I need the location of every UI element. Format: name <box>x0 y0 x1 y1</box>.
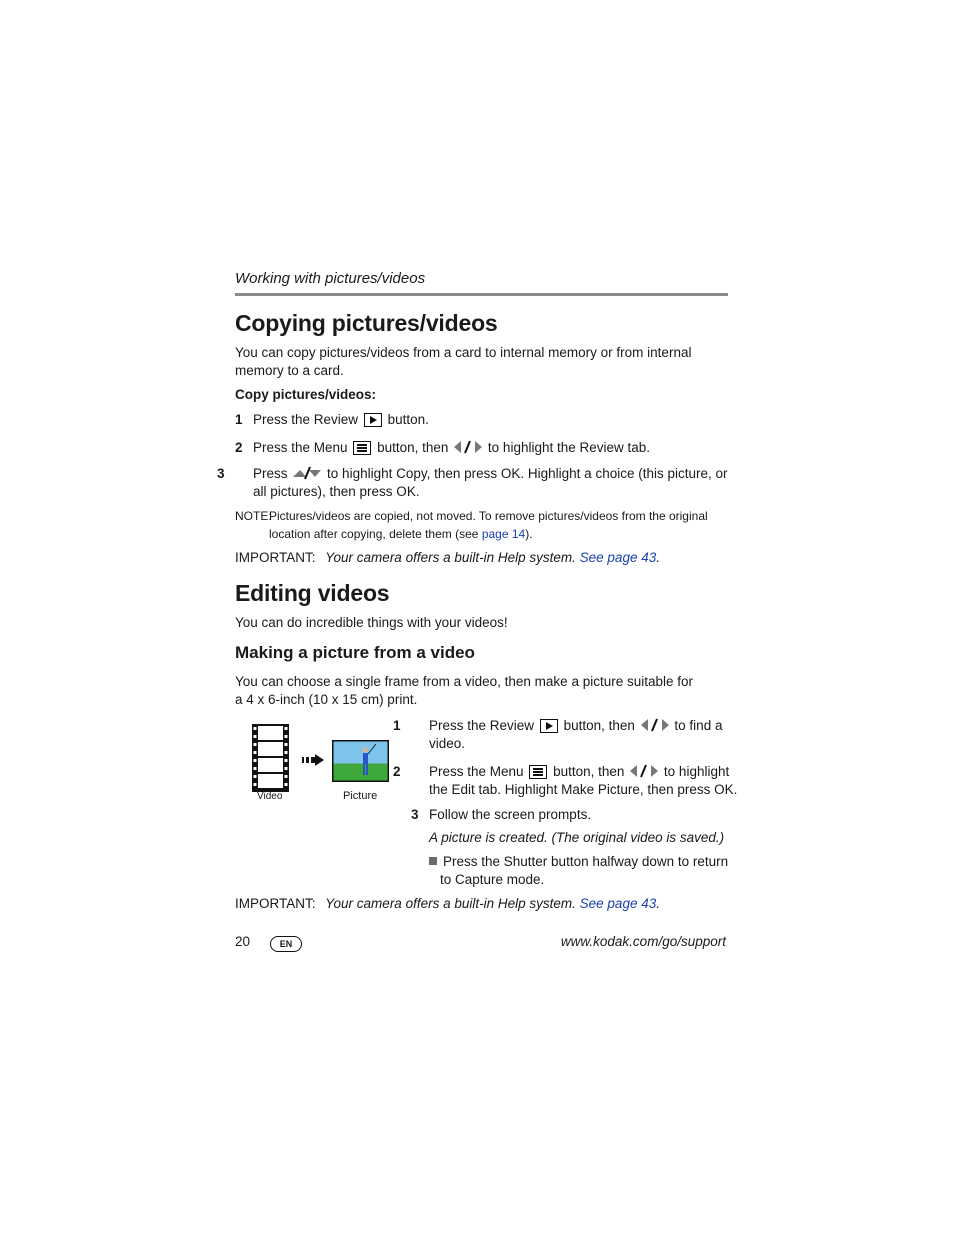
support-url[interactable]: www.kodak.com/go/support <box>560 934 726 949</box>
left-right-arrows-icon <box>630 764 658 778</box>
header-rule <box>235 293 728 296</box>
copy-step-2: 2 Press the Menu button, then to highlight the Review tab. <box>235 440 651 455</box>
copy-step-3: 3 Press to highlight Copy, then press OK. Highlight a choice (this picture, or all pictures), then press OK. <box>217 466 728 499</box>
page-number: 20 <box>235 934 251 949</box>
copy-title: Copying pictures/videos <box>235 310 498 336</box>
review-button-icon <box>364 413 382 427</box>
edit-step-2: 2 Press the Menu button, then to highlight the Edit tab. Highlight Make Picture, then press OK. <box>393 764 738 797</box>
see-page-43-link[interactable]: See page 43 <box>579 550 657 565</box>
edit-bullet: Press the Shutter button halfway down to return to Capture mode. <box>429 853 737 889</box>
step-number: 3 <box>411 807 419 822</box>
video-filmstrip-icon <box>252 724 289 792</box>
step-number: 1 <box>393 718 401 733</box>
step-number: 3 <box>217 466 225 481</box>
arrow-right-icon <box>302 753 324 765</box>
edit-step-1: 1 Press the Review button, then to find a video. <box>393 718 723 751</box>
menu-button-icon <box>353 441 371 455</box>
copy-subhead: Copy pictures/videos: <box>235 387 377 402</box>
figure-caption-picture: Picture <box>343 790 378 802</box>
menu-button-icon <box>529 765 547 779</box>
copy-step-1: 1 Press the Review button. <box>235 412 429 427</box>
copy-important: IMPORTANT: Your camera offers a built-in Help system. See page 43. <box>235 550 660 565</box>
step-number: 2 <box>393 764 401 779</box>
note-label: NOTE: <box>235 509 272 523</box>
left-right-arrows-icon <box>641 718 669 732</box>
edit-sub-intro: You can choose a single frame from a video, then make a picture suitable for a 4 x 6-inch (10 x 15 cm) print. <box>235 674 694 707</box>
note-text: Pictures/videos are copied, not moved. To remove pictures/videos from the original location after copying, delete them (see page 14). <box>269 509 708 541</box>
important-label: IMPORTANT: <box>235 896 316 911</box>
edit-intro: You can do incredible things with your videos! <box>235 615 508 630</box>
edit-important: IMPORTANT: Your camera offers a built-in Help system. See page 43. <box>235 896 660 911</box>
edit-step-3: 3 Follow the screen prompts. <box>411 807 592 822</box>
running-header: Working with pictures/videos <box>235 270 426 287</box>
edit-result: A picture is created. (The original video is saved.) <box>429 830 725 845</box>
figure-caption-video: Video <box>257 791 283 802</box>
step-number: 2 <box>235 440 243 455</box>
copy-intro: You can copy pictures/videos from a card to internal memory or from internal memory to a card. <box>235 345 692 378</box>
edit-subtitle: Making a picture from a video <box>235 643 475 662</box>
important-label: IMPORTANT: <box>235 550 316 565</box>
left-right-arrows-icon <box>454 440 482 454</box>
see-page-43-link[interactable]: See page 43 <box>579 896 657 911</box>
golfer-picture-icon <box>332 740 389 782</box>
language-badge: EN <box>270 934 302 952</box>
up-down-arrows-icon <box>293 466 321 480</box>
edit-title: Editing videos <box>235 580 390 606</box>
square-bullet-icon <box>429 857 437 865</box>
page-14-link[interactable]: page 14 <box>481 527 526 541</box>
step-number: 1 <box>235 412 243 427</box>
review-button-icon <box>540 719 558 733</box>
